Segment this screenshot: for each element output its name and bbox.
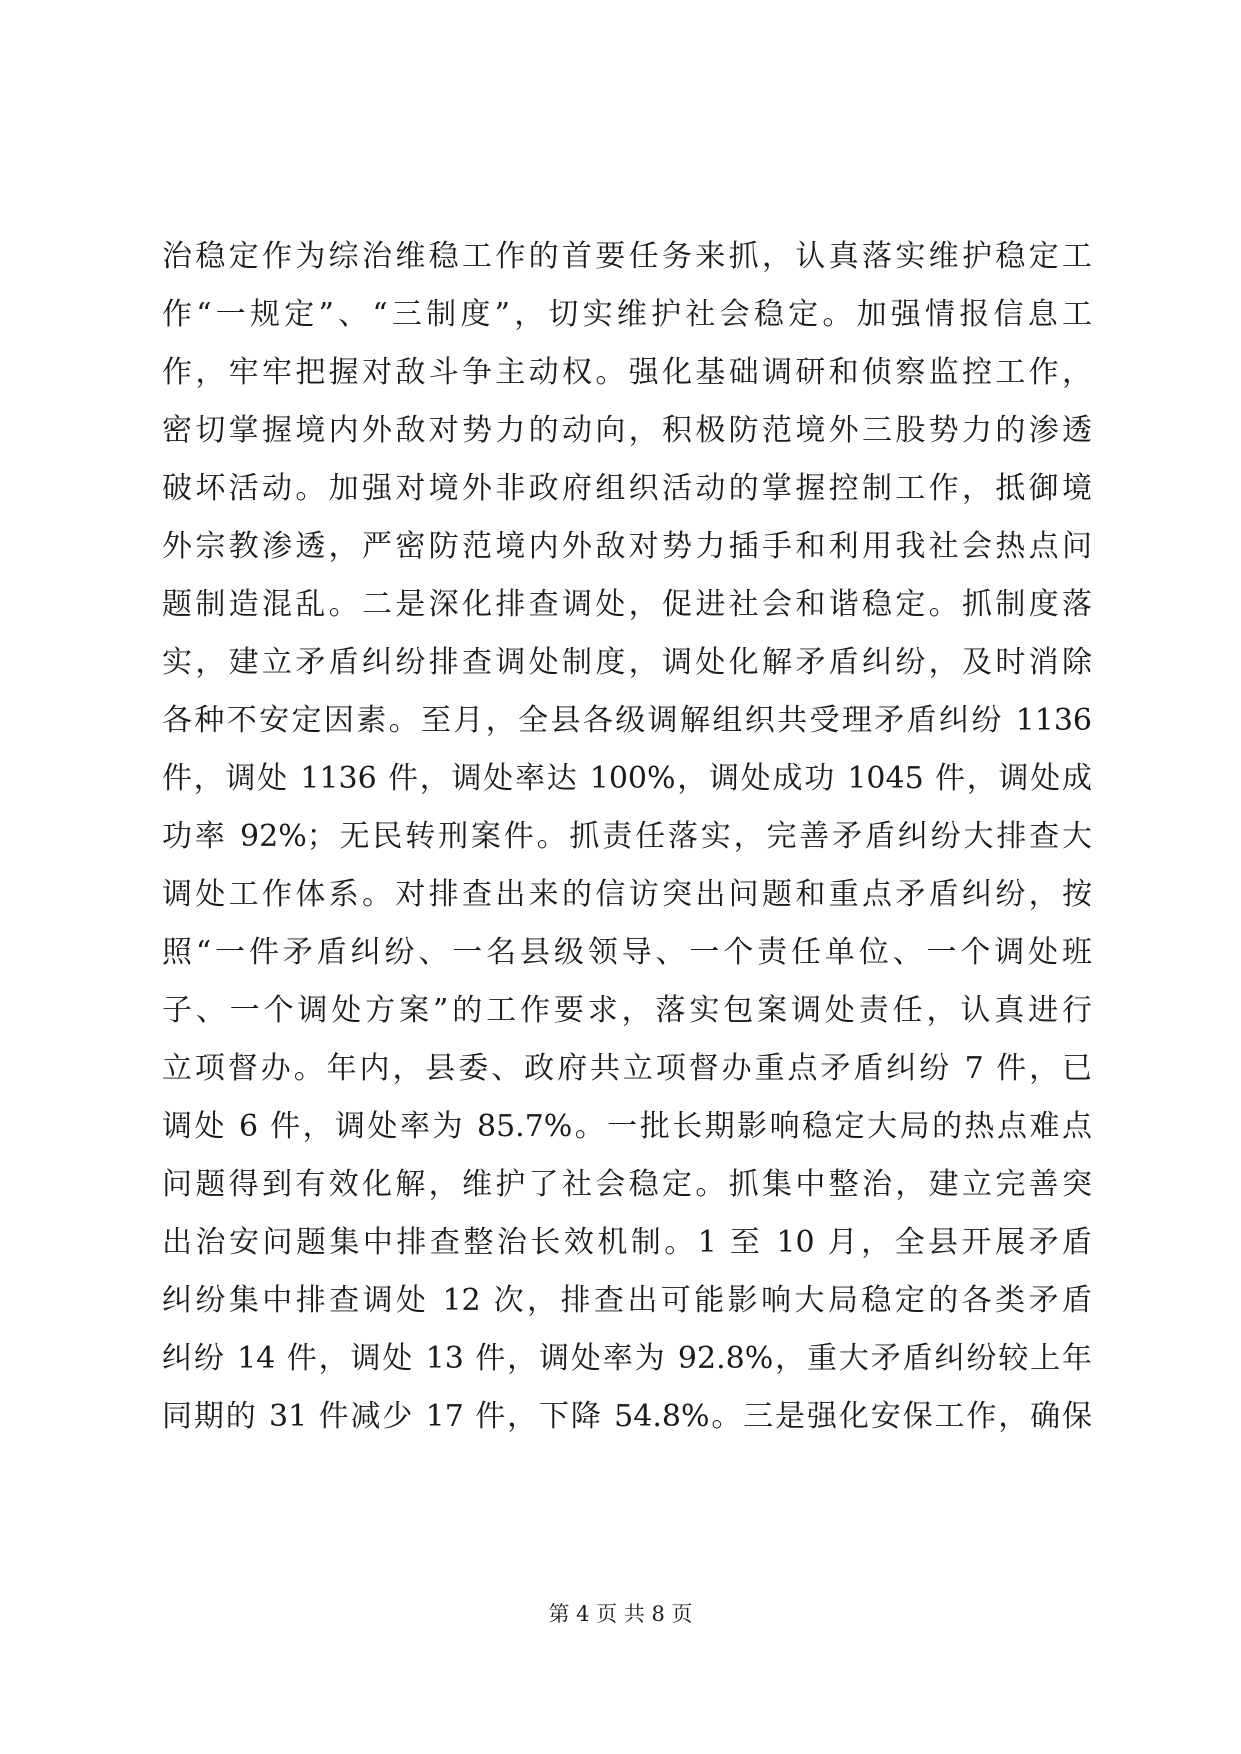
text-line: 调处 6 件，调处率为 85.7%。一批长期影响稳定大局的热点难点 — [162, 1109, 1092, 1144]
page-number-footer: 第 4 页 共 8 页 — [548, 1602, 693, 1626]
text-line: 调处工作体系。对排查出来的信访突出问题和重点矛盾纠纷，按 — [162, 877, 1092, 912]
body-text — [162, 228, 1092, 1446]
text-line: 各种不安定因素。至月，全县各级调解组织共受理矛盾纠纷 1136 — [162, 703, 1092, 738]
text-line: 立项督办。年内，县委、政府共立项督办重点矛盾纠纷 7 件，已 — [162, 1051, 1092, 1086]
text-line: 题制造混乱。二是深化排查调处，促进社会和谐稳定。抓制度落 — [162, 587, 1092, 622]
text-line: 功率 92%；无民转刑案件。抓责任落实，完善矛盾纠纷大排查大 — [162, 819, 1092, 854]
text-line: 问题得到有效化解，维护了社会稳定。抓集中整治，建立完善突 — [162, 1167, 1092, 1202]
text-line: 作“一规定”、“三制度”，切实维护社会稳定。加强情报信息工 — [162, 297, 1092, 332]
text-line: 密切掌握境内外敌对势力的动向，积极防范境外三股势力的渗透 — [162, 413, 1092, 448]
text-line: 作，牢牢把握对敌斗争主动权。强化基础调研和侦察监控工作， — [162, 355, 1092, 390]
text-line: 出治安问题集中排查整治长效机制。1 至 10 月，全县开展矛盾 — [162, 1225, 1092, 1260]
text-line: 纠纷 14 件，调处 13 件，调处率为 92.8%，重大矛盾纠纷较上年 — [162, 1341, 1092, 1376]
text-line: 治稳定作为综治维稳工作的首要任务来抓，认真落实维护稳定工 — [162, 239, 1092, 274]
text-line: 外宗教渗透，严密防范境内外敌对势力插手和利用我社会热点问 — [162, 529, 1092, 564]
text-line: 同期的 31 件减少 17 件，下降 54.8%。三是强化安保工作，确保 — [162, 1399, 1092, 1434]
text-line: 实，建立矛盾纠纷排查调处制度，调处化解矛盾纠纷，及时消除 — [162, 645, 1092, 680]
text-line: 件，调处 1136 件，调处率达 100%，调处成功 1045 件，调处成 — [162, 761, 1092, 796]
text-line: 子、一个调处方案”的工作要求，落实包案调处责任，认真进行 — [162, 993, 1092, 1028]
text-line: 照“一件矛盾纠纷、一名县级领导、一个责任单位、一个调处班 — [162, 935, 1092, 970]
text-line: 破坏活动。加强对境外非政府组织活动的掌握控制工作，抵御境 — [162, 471, 1092, 506]
text-line: 纠纷集中排查调处 12 次，排查出可能影响大局稳定的各类矛盾 — [162, 1283, 1092, 1318]
